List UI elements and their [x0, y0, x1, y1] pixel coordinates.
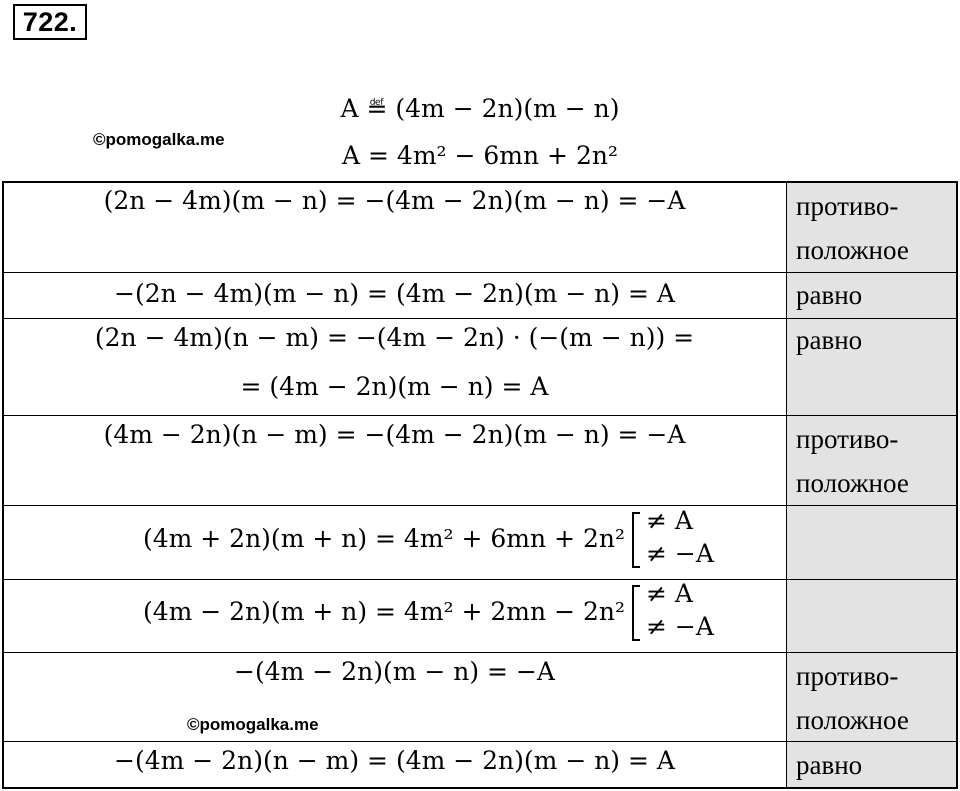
row-1-math: (2n − 4m)(m − n) = −(4m − 2n)(m − n) = −A — [103, 186, 686, 215]
row-2-math: −(2n − 4m)(m − n) = (4m − 2n)(m − n) = A — [114, 279, 675, 308]
row-4-verdict-line-1: противо- — [796, 424, 899, 454]
table-border-top — [2, 181, 958, 183]
row-3-math-line-2: = (4m − 2n)(m − n) = A — [240, 372, 549, 401]
row-5-bracket-line-1: ≠ A — [646, 506, 693, 535]
watermark-top: ©pomogalka.me — [93, 130, 225, 149]
table-border-bottom — [2, 787, 958, 789]
bracket-icon — [632, 512, 640, 568]
row-1-verdict-line-1: противо- — [796, 191, 899, 221]
bracket-icon — [632, 585, 640, 641]
row-4-math: (4m − 2n)(n − m) = −(4m − 2n)(m − n) = −A — [103, 420, 686, 449]
row-divider — [2, 415, 958, 416]
row-3-math-line-1: (2n − 4m)(n − m) = −(4m − 2n) · (−(m − n)) = — [94, 323, 695, 352]
row-2-verdict: равно — [796, 280, 863, 310]
row-divider — [2, 652, 958, 653]
row-8-verdict: равно — [796, 750, 863, 780]
row-5-math: (4m + 2n)(m + n) = 4m² + 6mn + 2n² — [142, 524, 625, 553]
row-6-math: (4m − 2n)(m + n) = 4m² + 2mn − 2n² — [142, 597, 625, 626]
row-7-verdict-line-1: противо- — [796, 661, 899, 691]
problem-number: 722. — [13, 4, 87, 40]
watermark-bottom: ©pomogalka.me — [187, 715, 319, 734]
row-6-bracket-line-2: ≠ −A — [646, 612, 714, 641]
row-8-math: −(4m − 2n)(n − m) = (4m − 2n)(m − n) = A — [114, 746, 675, 775]
verdict-cell — [787, 579, 958, 652]
row-6-bracket-line-1: ≠ A — [646, 579, 693, 608]
definition-formula: A ≝ (4m − 2n)(m − n) — [340, 94, 620, 123]
row-3-verdict: равно — [796, 325, 863, 355]
verdict-cell — [787, 505, 958, 579]
row-4-verdict-line-2: положное — [796, 468, 909, 498]
row-divider — [2, 579, 958, 580]
row-1-verdict-line-2: положное — [796, 235, 909, 265]
row-divider — [2, 505, 958, 506]
expansion-formula: A = 4m² − 6mn + 2n² — [342, 141, 618, 170]
row-5-bracket-line-2: ≠ −A — [646, 539, 714, 568]
row-7-verdict-line-2: положное — [796, 705, 909, 735]
row-7-math: −(4m − 2n)(m − n) = −A — [234, 657, 555, 686]
